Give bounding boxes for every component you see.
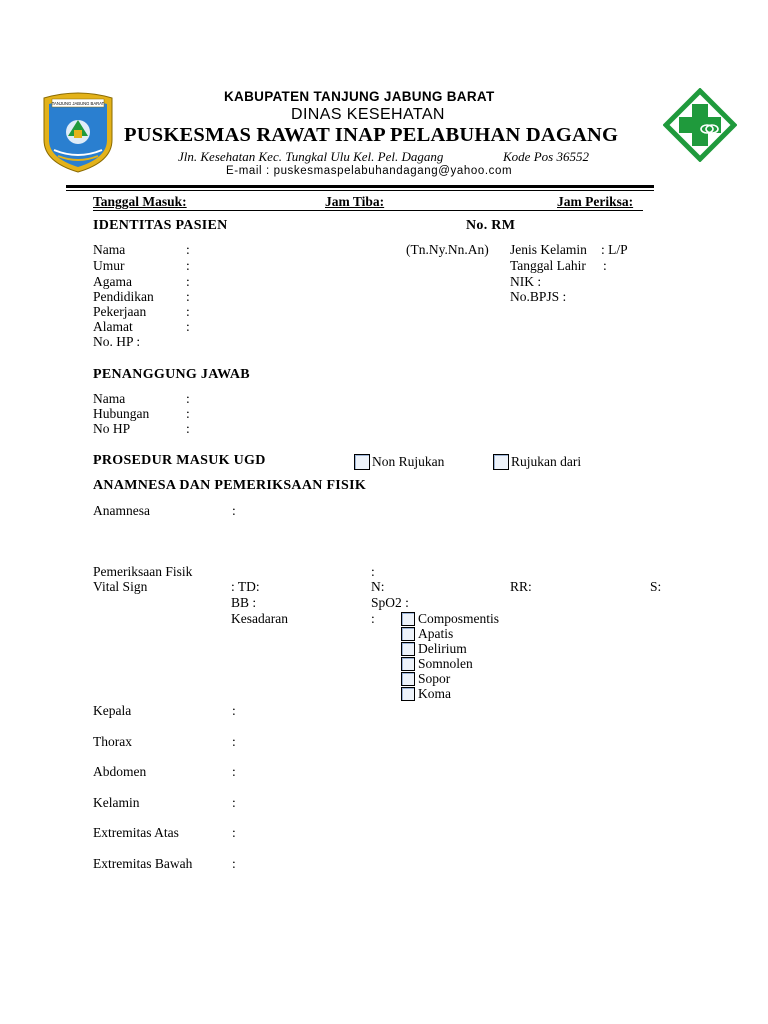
composmentis-label: Composmentis (418, 611, 500, 626)
apatis-checkbox[interactable] (401, 627, 415, 641)
clinic-postal: Kode Pos 36552 (503, 149, 589, 164)
jam-periksa-label: Jam Periksa: (557, 194, 634, 209)
pekerjaan-label: Pekerjaan (93, 304, 147, 319)
tanggal-lahir-label: Tanggal Lahir (510, 258, 586, 273)
somnolen-checkbox[interactable] (401, 657, 415, 671)
bb-label: BB : (231, 595, 257, 610)
colon: : (186, 289, 190, 304)
koma-label: Koma (418, 686, 451, 701)
delirium-label: Delirium (418, 641, 467, 656)
extremitas-atas-label: Extremitas Atas (93, 825, 179, 840)
sopor-checkbox[interactable] (401, 672, 415, 686)
td-label: : TD: (231, 579, 260, 594)
clinic-email: E-mail : puskesmaspelabuhandagang@yahoo.com (226, 165, 513, 177)
colon: : (232, 856, 236, 871)
pemeriksaan-fisik-label: Pemeriksaan Fisik (93, 564, 193, 579)
pj-hubungan-label: Hubungan (93, 406, 150, 421)
regency-emblem (40, 90, 116, 174)
colon: : (232, 734, 236, 749)
colon: : (603, 258, 607, 273)
no-bpjs-label: No.BPJS : (510, 289, 567, 304)
colon: : (186, 242, 190, 257)
colon: : (232, 503, 236, 518)
sopor-label: Sopor (418, 671, 451, 686)
colon: : (186, 391, 190, 406)
jam-tiba-label: Jam Tiba: (325, 194, 385, 209)
rujukan-label: Rujukan dari (511, 454, 582, 469)
apatis-label: Apatis (418, 626, 454, 641)
colon: : (232, 703, 236, 718)
somnolen-label: Somnolen (418, 656, 473, 671)
colon: : (186, 274, 190, 289)
pendidikan-label: Pendidikan (93, 289, 154, 304)
penanggung-title: PENANGGUNG JAWAB (93, 367, 250, 382)
extremitas-bawah-label: Extremitas Bawah (93, 856, 193, 871)
title-hint: (Tn.Ny.Nn.An) (406, 242, 489, 257)
no-hp-label: No. HP : (93, 334, 141, 349)
pj-no-hp-label: No HP (93, 421, 131, 436)
colon: : (186, 406, 190, 421)
jenis-kelamin-value: : L/P (601, 242, 628, 257)
anamnesa-label: Anamnesa (93, 503, 150, 518)
koma-checkbox[interactable] (401, 687, 415, 701)
alamat-label: Alamat (93, 319, 133, 334)
kelamin-label: Kelamin (93, 795, 140, 810)
no-rm-label: No. RM (466, 218, 516, 233)
regency-name: KABUPATEN TANJUNG JABUNG BARAT (224, 89, 495, 104)
kepala-label: Kepala (93, 703, 132, 718)
nik-label: NIK : (510, 274, 542, 289)
anamnesa-title: ANAMNESA DAN PEMERIKSAAN FISIK (93, 478, 367, 493)
s-label: S: (650, 579, 662, 594)
tanggal-masuk-label: Tanggal Masuk: (93, 194, 187, 209)
colon: : (371, 611, 375, 626)
non-rujukan-checkbox[interactable] (354, 454, 370, 470)
thorax-label: Thorax (93, 734, 132, 749)
vital-sign-label: Vital Sign (93, 579, 148, 594)
colon: : (371, 564, 375, 579)
pj-nama-label: Nama (93, 391, 126, 406)
kesadaran-label: Kesadaran (231, 611, 288, 626)
umur-label: Umur (93, 258, 125, 273)
jenis-kelamin-label: Jenis Kelamin (510, 242, 587, 257)
delirium-checkbox[interactable] (401, 642, 415, 656)
rr-label: RR: (510, 579, 532, 594)
spo2-label: SpO2 : (371, 595, 409, 610)
abdomen-label: Abdomen (93, 764, 147, 779)
clinic-address: Jln. Kesehatan Kec. Tungkal Ulu Kel. Pel. Dagang (178, 149, 444, 164)
header-rule-thin (66, 190, 654, 191)
identitas-title: IDENTITAS PASIEN (93, 218, 228, 233)
colon: : (186, 319, 190, 334)
rujukan-checkbox[interactable] (493, 454, 509, 470)
prosedur-title: PROSEDUR MASUK UGD (93, 453, 266, 468)
puskesmas-logo (663, 88, 737, 162)
emblem-lettering: TANJUNG JABUNG BARAT (51, 101, 105, 106)
agama-label: Agama (93, 274, 132, 289)
colon: : (186, 421, 190, 436)
topline-underline (93, 210, 643, 211)
non-rujukan-label: Non Rujukan (372, 454, 445, 469)
colon: : (186, 304, 190, 319)
colon: : (186, 258, 190, 273)
composmentis-checkbox[interactable] (401, 612, 415, 626)
header-rule-thick (66, 185, 654, 188)
nama-label: Nama (93, 242, 126, 257)
n-label: N: (371, 579, 385, 594)
colon: : (232, 764, 236, 779)
clinic-name: PUSKESMAS RAWAT INAP PELABUHAN DAGANG (124, 124, 619, 146)
colon: : (232, 825, 236, 840)
colon: : (232, 795, 236, 810)
agency-name: DINAS KESEHATAN (291, 106, 445, 123)
